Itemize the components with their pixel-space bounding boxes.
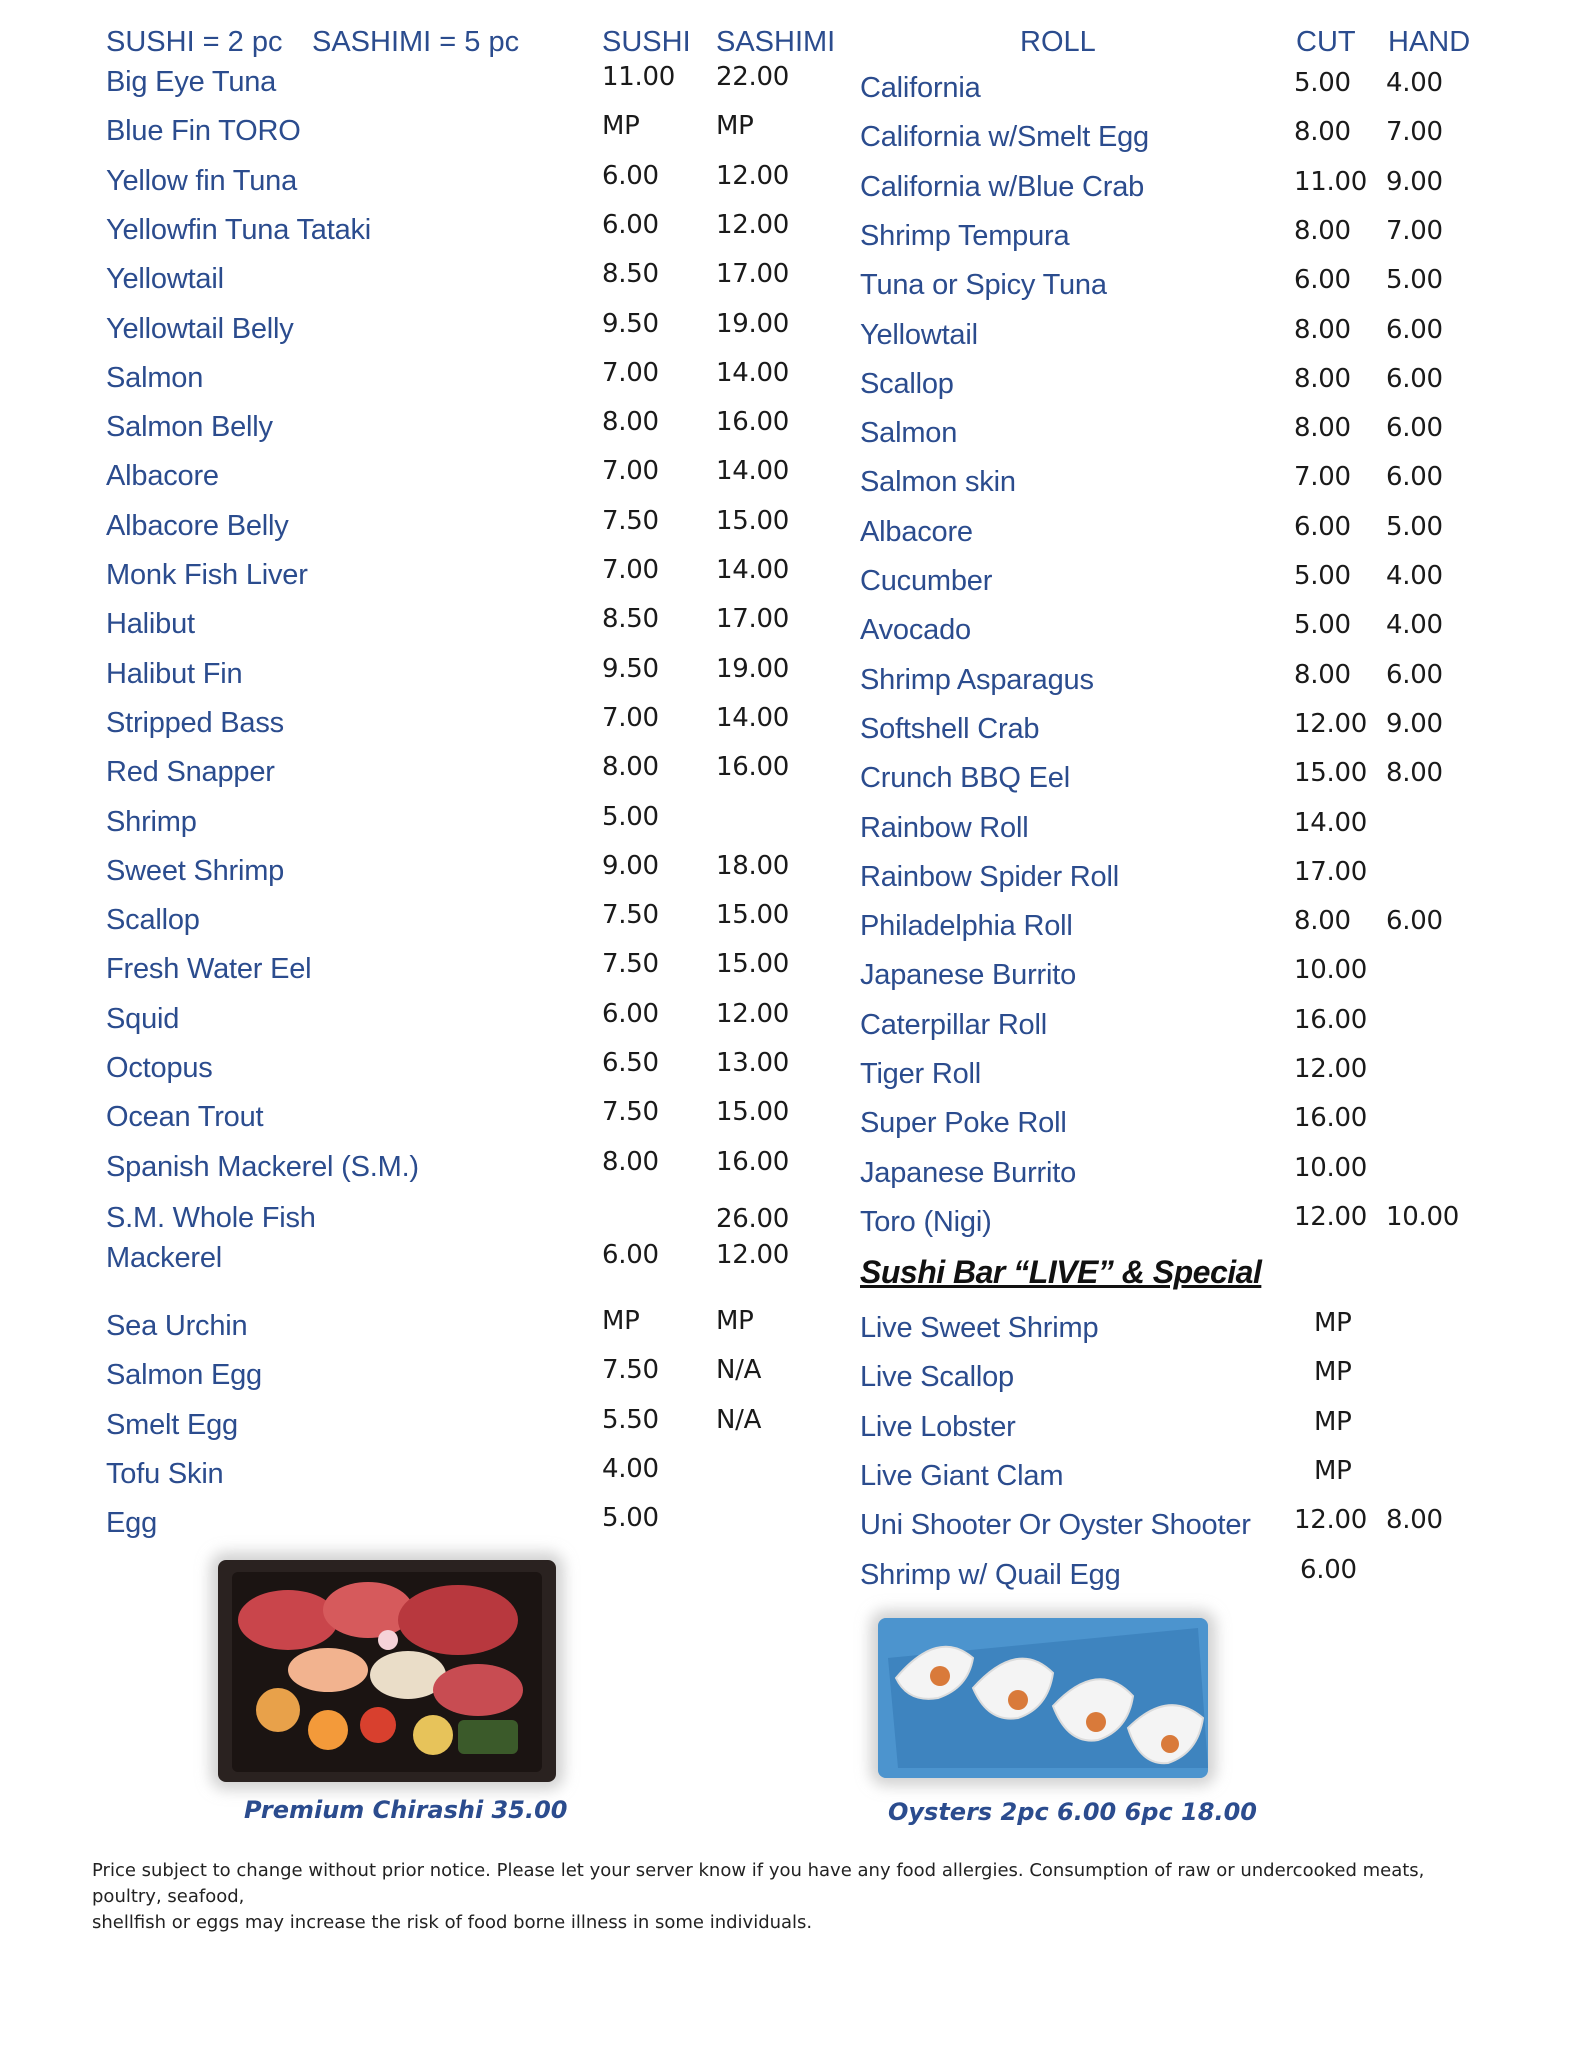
chirashi-image bbox=[218, 1560, 556, 1782]
sushi-item-sushi-price: 8.00 bbox=[602, 407, 659, 438]
roll-item-name: Scallop bbox=[860, 367, 954, 400]
roll-item-name: Salmon bbox=[860, 417, 958, 450]
special-item-cut-price: 12.00 bbox=[1294, 1505, 1367, 1536]
oysters-photo bbox=[878, 1618, 1208, 1778]
sushi-item-sushi-price: 7.00 bbox=[602, 555, 659, 585]
sushi-extra-item-sashimi-price: N/A bbox=[716, 1355, 762, 1386]
sushi-item-sushi-price: 6.00 bbox=[602, 998, 659, 1029]
oysters-caption: Oysters 2pc 6.00 6pc 18.00 bbox=[888, 1798, 1257, 1826]
roll-item-hand-price: 4.00 bbox=[1386, 68, 1443, 98]
sushi-definition: SUSHI = 2 pc bbox=[106, 26, 283, 58]
col-header-roll: ROLL bbox=[1020, 26, 1096, 58]
special-item-cut-price: MP bbox=[1314, 1455, 1352, 1486]
sushi-item-name: Ocean Trout bbox=[106, 1101, 264, 1134]
sushi-item-sushi-price: 7.00 bbox=[602, 702, 659, 733]
sushi-item-sashimi-price: 19.00 bbox=[716, 308, 789, 339]
roll-item-hand-price: 9.00 bbox=[1386, 166, 1443, 197]
roll-item-name: Tuna or Spicy Tuna bbox=[860, 269, 1107, 302]
sushi-item-sashimi-price: 13.00 bbox=[716, 1048, 789, 1078]
sushi-extra-item-name: Salmon Egg bbox=[106, 1359, 262, 1392]
roll-item-cut-price: 8.00 bbox=[1294, 363, 1351, 394]
roll-item-hand-price: 8.00 bbox=[1386, 758, 1443, 789]
special-item-name: Shrimp w/ Quail Egg bbox=[860, 1558, 1121, 1591]
sushi-item-name: Squid bbox=[106, 1002, 180, 1035]
roll-item-name: Yellowtail bbox=[860, 318, 978, 351]
sushi-item-sushi-price: 7.50 bbox=[602, 949, 659, 980]
roll-item-cut-price: 8.00 bbox=[1294, 659, 1351, 690]
special-item-name: Live Scallop bbox=[860, 1361, 1014, 1394]
special-item-name: Live Sweet Shrimp bbox=[860, 1312, 1099, 1344]
roll-item-hand-price: 4.00 bbox=[1386, 610, 1443, 641]
sushi-item-name: Sweet Shrimp bbox=[106, 854, 285, 887]
sushi-item-name: Yellowtail bbox=[106, 263, 224, 296]
roll-item-name: Japanese Burrito bbox=[860, 1156, 1077, 1189]
special-section-title: Sushi Bar “LIVE” & Special bbox=[860, 1254, 1262, 1290]
sushi-item-sashimi-price: MP bbox=[716, 111, 754, 142]
roll-item-cut-price: 12.00 bbox=[1294, 1054, 1367, 1084]
sushi-item-name: Blue Fin TORO bbox=[106, 115, 301, 148]
roll-item-name: Rainbow Roll bbox=[860, 811, 1029, 844]
special-item-cut-price: MP bbox=[1314, 1406, 1352, 1437]
roll-item-cut-price: 11.00 bbox=[1294, 166, 1367, 197]
sushi-item-sashimi-price: 15.00 bbox=[716, 1097, 789, 1128]
chirashi-caption: Premium Chirashi 35.00 bbox=[244, 1796, 568, 1824]
item-name-line1: S.M. Whole Fish bbox=[106, 1202, 316, 1234]
chirashi-photo bbox=[218, 1560, 556, 1782]
sushi-item-name: Albacore bbox=[106, 460, 219, 493]
roll-item-cut-price: 14.00 bbox=[1294, 807, 1367, 838]
roll-item-cut-price: 16.00 bbox=[1294, 1004, 1367, 1035]
roll-item-hand-price: 6.00 bbox=[1386, 659, 1443, 690]
footer-notice bbox=[92, 1858, 1492, 1936]
sushi-item-sashimi-price: 17.00 bbox=[716, 604, 789, 635]
roll-item-name: Rainbow Spider Roll bbox=[860, 860, 1119, 893]
roll-item-name: Softshell Crab bbox=[860, 712, 1040, 745]
sushi-item-name: Salmon bbox=[106, 361, 204, 394]
sushi-item-sushi-price: 6.00 bbox=[602, 209, 659, 240]
item-name-line2: Mackerel bbox=[106, 1242, 223, 1274]
sushi-extra-item-sushi-price: MP bbox=[602, 1306, 640, 1336]
sushi-extra-item-sushi-price: 5.50 bbox=[602, 1404, 659, 1435]
sushi-item-sushi-price: 11.00 bbox=[602, 62, 675, 92]
sushi-item-sashimi-price: 12.00 bbox=[716, 209, 789, 240]
sushi-item-sashimi-price: 14.00 bbox=[716, 456, 789, 487]
sushi-item-name: Shrimp bbox=[106, 805, 197, 838]
sushi-item-sushi-price: 7.00 bbox=[602, 357, 659, 388]
sushi-item-sashimi-price: 16.00 bbox=[716, 407, 789, 438]
sushi-item-sushi-price: 7.00 bbox=[602, 456, 659, 487]
roll-item-cut-price: 12.00 bbox=[1294, 708, 1367, 739]
sushi-item-name: Big Eye Tuna bbox=[106, 66, 277, 98]
sushi-item-name: Yellow fin Tuna bbox=[106, 164, 298, 197]
roll-item-cut-price: 17.00 bbox=[1294, 856, 1367, 887]
roll-item-hand-price: 5.00 bbox=[1386, 511, 1443, 542]
roll-item-cut-price: 16.00 bbox=[1294, 1103, 1367, 1134]
sushi-item-name: Yellowtail Belly bbox=[106, 312, 294, 345]
roll-item-hand-price: 9.00 bbox=[1386, 708, 1443, 739]
sushi-item-sushi-price: 8.00 bbox=[602, 752, 659, 783]
roll-item-hand-price: 4.00 bbox=[1386, 561, 1443, 591]
roll-item-cut-price: 6.00 bbox=[1294, 265, 1351, 296]
sushi-item-sashimi-price: 18.00 bbox=[716, 850, 789, 881]
roll-item-hand-price: 6.00 bbox=[1386, 413, 1443, 444]
roll-item-hand-price: 7.00 bbox=[1386, 215, 1443, 246]
sushi-item-sushi-price: 9.50 bbox=[602, 653, 659, 684]
sushi-item-sushi-price: 7.50 bbox=[602, 900, 659, 931]
roll-item-cut-price: 15.00 bbox=[1294, 758, 1367, 789]
roll-item-cut-price: 10.00 bbox=[1294, 1152, 1367, 1183]
sushi-item-sashimi-price: 16.00 bbox=[716, 752, 789, 783]
roll-item-name: California w/Blue Crab bbox=[860, 170, 1145, 203]
sushi-item-sashimi-price: 15.00 bbox=[716, 505, 789, 536]
roll-item-name: Caterpillar Roll bbox=[860, 1008, 1047, 1041]
sushi-item-name: Octopus bbox=[106, 1052, 213, 1084]
col-header-sushi: SUSHI bbox=[602, 26, 691, 58]
sushi-item-sushi-price: 7.50 bbox=[602, 505, 659, 536]
roll-item-hand-price: 6.00 bbox=[1386, 314, 1443, 345]
roll-item-name: Cucumber bbox=[860, 565, 993, 597]
sushi-item-name: Stripped Bass bbox=[106, 706, 284, 739]
sushi-item-sashimi-price: 15.00 bbox=[716, 949, 789, 980]
roll-item-name: Avocado bbox=[860, 614, 971, 647]
roll-item-hand-price: 5.00 bbox=[1386, 265, 1443, 296]
roll-item-hand-price: 10.00 bbox=[1386, 1201, 1459, 1232]
roll-item-cut-price: 12.00 bbox=[1294, 1201, 1367, 1232]
special-item-name: Live Giant Clam bbox=[860, 1459, 1064, 1492]
roll-item-cut-price: 6.00 bbox=[1294, 511, 1351, 542]
special-item-name: Live Lobster bbox=[860, 1410, 1016, 1443]
sushi-item-sashimi-price: 15.00 bbox=[716, 900, 789, 931]
roll-item-hand-price: 6.00 bbox=[1386, 462, 1443, 493]
sushi-item-sushi-price: MP bbox=[602, 111, 640, 142]
roll-item-hand-price: 7.00 bbox=[1386, 117, 1443, 148]
roll-item-name: California w/Smelt Egg bbox=[860, 121, 1149, 154]
sushi-item-name: Spanish Mackerel (S.M.) bbox=[106, 1150, 419, 1183]
sushi-item-sushi-price: 9.00 bbox=[602, 850, 659, 881]
sushi-item-sushi-price: 7.50 bbox=[602, 1097, 659, 1128]
col-header-hand: HAND bbox=[1388, 26, 1471, 58]
roll-item-name: Crunch BBQ Eel bbox=[860, 762, 1070, 795]
roll-item-cut-price: 8.00 bbox=[1294, 117, 1351, 148]
sushi-extra-item-sushi-price: 7.50 bbox=[602, 1355, 659, 1386]
special-item-cut-price: MP bbox=[1314, 1357, 1352, 1388]
sushi-extra-item-name: Egg bbox=[106, 1507, 157, 1540]
special-item-cut-price: 6.00 bbox=[1300, 1554, 1357, 1585]
sushi-item-sushi-price: 5.00 bbox=[602, 801, 659, 832]
col-header-sashimi: SASHIMI bbox=[716, 26, 836, 58]
sushi-item-sashimi-price: 14.00 bbox=[716, 702, 789, 733]
roll-item-cut-price: 8.00 bbox=[1294, 413, 1351, 444]
roll-item-cut-price: 8.00 bbox=[1294, 314, 1351, 345]
sushi-extra-item-name: Smelt Egg bbox=[106, 1408, 238, 1441]
roll-item-cut-price: 10.00 bbox=[1294, 955, 1367, 986]
sashimi-definition: SASHIMI = 5 pc bbox=[312, 26, 520, 58]
roll-item-name: Super Poke Roll bbox=[860, 1107, 1067, 1140]
sushi-item-sashimi-price: 12.00 bbox=[716, 998, 789, 1029]
roll-item-name: Toro (Nigi) bbox=[860, 1205, 992, 1238]
sushi-item-name: Salmon Belly bbox=[106, 411, 273, 444]
roll-item-hand-price: 6.00 bbox=[1386, 906, 1443, 937]
roll-item-cut-price: 5.00 bbox=[1294, 561, 1351, 591]
sushi-extra-item-sushi-price: 5.00 bbox=[602, 1503, 659, 1534]
sushi-price-line2: 6.00 bbox=[602, 1240, 659, 1270]
sushi-item-sushi-price: 8.00 bbox=[602, 1146, 659, 1177]
sushi-extra-item-name: Sea Urchin bbox=[106, 1310, 248, 1342]
roll-item-cut-price: 7.00 bbox=[1294, 462, 1351, 493]
roll-item-name: Albacore bbox=[860, 515, 973, 548]
roll-item-name: Tiger Roll bbox=[860, 1058, 982, 1090]
sushi-item-name: Halibut Fin bbox=[106, 657, 243, 690]
sushi-item-name: Red Snapper bbox=[106, 756, 275, 789]
sushi-item-sushi-price: 9.50 bbox=[602, 308, 659, 339]
special-item-name: Uni Shooter Or Oyster Shooter bbox=[860, 1509, 1251, 1542]
sushi-extra-item-sashimi-price: N/A bbox=[716, 1404, 762, 1435]
sushi-item-sashimi-price: 12.00 bbox=[716, 160, 789, 191]
sushi-item-name: Scallop bbox=[106, 904, 200, 937]
sushi-item-sushi-price: 6.00 bbox=[602, 160, 659, 191]
roll-item-name: Shrimp Tempura bbox=[860, 219, 1070, 252]
roll-item-name: California bbox=[860, 72, 981, 104]
sushi-item-sashimi-price: 16.00 bbox=[716, 1146, 789, 1177]
sushi-item-name: Halibut bbox=[106, 608, 195, 641]
oysters-image bbox=[878, 1618, 1208, 1778]
sushi-item-name: Monk Fish Liver bbox=[106, 559, 308, 591]
sushi-item-name: Yellowfin Tuna Tataki bbox=[106, 213, 372, 246]
sushi-item-name: Fresh Water Eel bbox=[106, 953, 312, 986]
sushi-extra-item-sushi-price: 4.00 bbox=[602, 1453, 659, 1484]
sushi-extra-item-name: Tofu Skin bbox=[106, 1457, 224, 1490]
special-item-hand-price: 8.00 bbox=[1386, 1505, 1443, 1536]
sushi-item-sushi-price: 8.50 bbox=[602, 259, 659, 290]
roll-item-hand-price: 6.00 bbox=[1386, 363, 1443, 394]
sushi-item-sashimi-price: 14.00 bbox=[716, 555, 789, 585]
roll-item-cut-price: 8.00 bbox=[1294, 906, 1351, 937]
sushi-extra-item-sashimi-price: MP bbox=[716, 1306, 754, 1336]
sashimi-price-line2: 12.00 bbox=[716, 1240, 789, 1270]
roll-item-cut-price: 5.00 bbox=[1294, 610, 1351, 641]
roll-item-cut-price: 8.00 bbox=[1294, 215, 1351, 246]
roll-item-name: Philadelphia Roll bbox=[860, 910, 1073, 943]
footer-line-1: Price subject to change without prior notice. Please let your server know if you have any food allergies. Consumption of raw or undercooked meats, poultry, seafood, bbox=[92, 1860, 1425, 1907]
col-header-cut: CUT bbox=[1296, 26, 1356, 58]
sushi-item-sashimi-price: 22.00 bbox=[716, 62, 789, 92]
roll-item-name: Shrimp Asparagus bbox=[860, 663, 1094, 696]
sushi-item-sushi-price: 8.50 bbox=[602, 604, 659, 635]
roll-item-name: Japanese Burrito bbox=[860, 959, 1077, 992]
sushi-item-sashimi-price: 19.00 bbox=[716, 653, 789, 684]
roll-item-name: Salmon skin bbox=[860, 466, 1016, 499]
sushi-item-sashimi-price: 17.00 bbox=[716, 259, 789, 290]
sushi-item-sashimi-price: 14.00 bbox=[716, 357, 789, 388]
sushi-item-name: Albacore Belly bbox=[106, 509, 289, 542]
sashimi-price-line1: 26.00 bbox=[716, 1204, 789, 1234]
footer-line-2: shellfish or eggs may increase the risk of food borne illness in some individuals. bbox=[92, 1912, 813, 1933]
special-item-cut-price: MP bbox=[1314, 1308, 1352, 1338]
roll-item-cut-price: 5.00 bbox=[1294, 68, 1351, 98]
sushi-item-sushi-price: 6.50 bbox=[602, 1048, 659, 1078]
